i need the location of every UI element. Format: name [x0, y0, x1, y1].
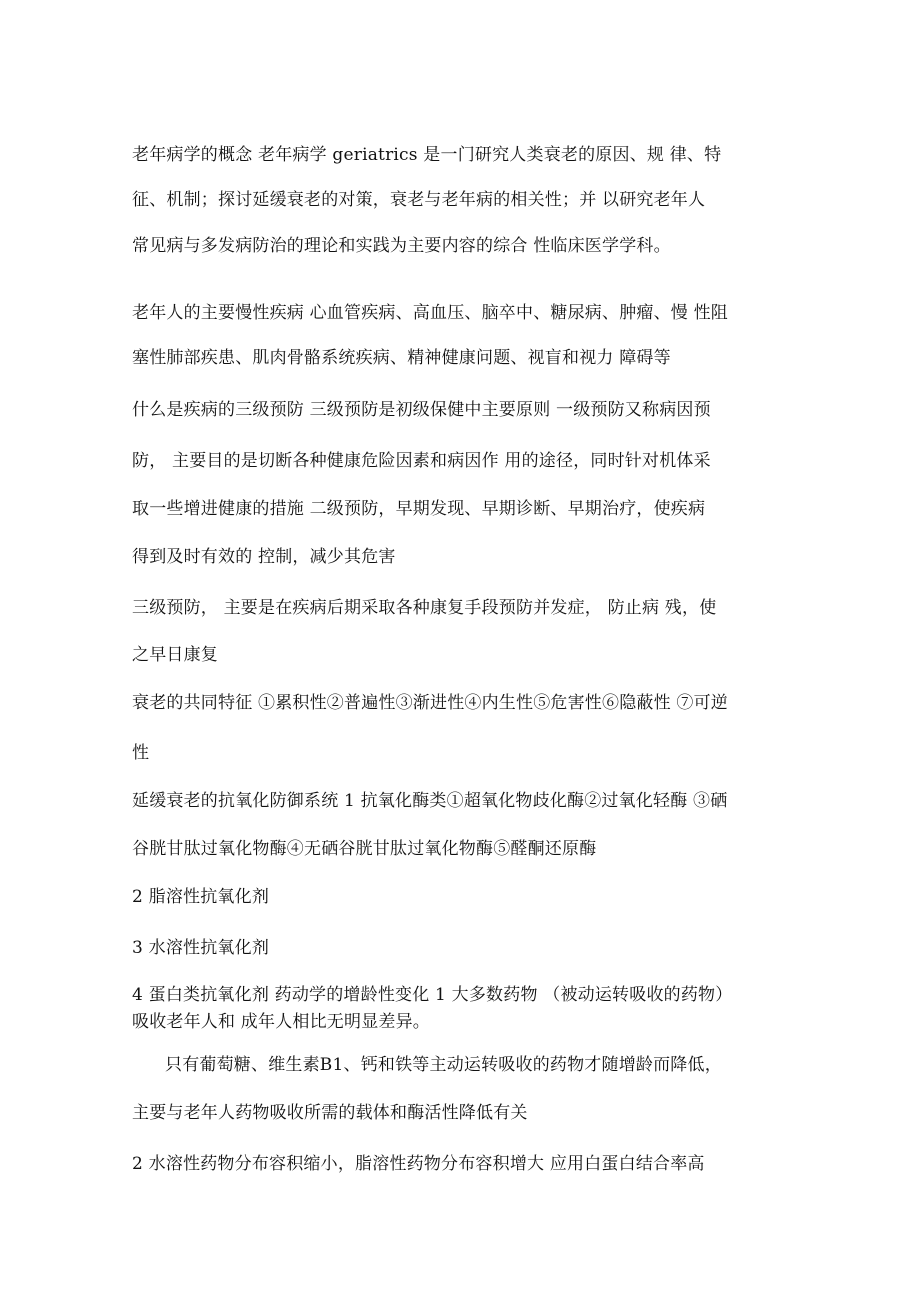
text-line: 老年病学的概念 老年病学 geriatrics 是一门研究人类衰老的原因、规 律、特: [132, 145, 722, 165]
text-line: 得到及时有效的 控制，减少其危害: [132, 547, 396, 567]
text-line: 征、机制；探讨延缓衰老的对策，衰老与老年病的相关性；并 以研究老年人: [132, 190, 706, 210]
text-line: 只有葡萄糖、维生素B1、钙和铁等主动运转吸收的药物才随增龄而降低，: [165, 1055, 722, 1075]
text-line: 2 脂溶性抗氧化剂: [132, 887, 270, 907]
text-line: 性: [132, 743, 150, 763]
text-line: 衰老的共同特征 ①累积性②普遍性③渐进性④内生性⑤危害性⑥隐蔽性 ⑦可逆: [132, 693, 729, 713]
text-line: 3 水溶性抗氧化剂: [132, 938, 270, 958]
text-line: 谷胱甘肽过氧化物酶④无硒谷胱甘肽过氧化物酶⑤醛酮还原酶: [132, 839, 597, 859]
text-line: 主要与老年人药物吸收所需的载体和酶活性降低有关: [132, 1103, 528, 1123]
text-line: 防， 主要目的是切断各种健康危险因素和病因作 用的途径，同时针对机体采: [132, 451, 711, 471]
text-line: 塞性肺部疾患、肌肉骨骼系统疾病、精神健康问题、视盲和视力 障碍等: [132, 348, 671, 368]
text-line: 4 蛋白类抗氧化剂 药动学的增龄性变化 1 大多数药物 （被动运转吸收的药物）: [132, 985, 733, 1005]
text-line: 老年人的主要慢性疾病 心血管疾病、高血压、脑卒中、糖尿病、肿瘤、慢 性阻: [132, 303, 729, 323]
text-line: 取一些增进健康的措施 二级预防，早期发现、早期诊断、早期治疗，使疾病: [132, 499, 706, 519]
text-line: 之早日康复: [132, 645, 218, 665]
text-line: 延缓衰老的抗氧化防御系统 1 抗氧化酶类①超氧化物歧化酶②过氧化轻酶 ③硒: [132, 791, 728, 811]
text-line: 常见病与多发病防治的理论和实践为主要内容的综合 性临床医学学科。: [132, 236, 671, 256]
text-line: 什么是疾病的三级预防 三级预防是初级保健中主要原则 一级预防又称病因预: [132, 400, 711, 420]
text-line: 吸收老年人和 成年人相比无明显差异。: [132, 1012, 431, 1032]
text-line: 2 水溶性药物分布容积缩小，脂溶性药物分布容积增大 应用白蛋白结合率高: [132, 1154, 705, 1174]
text-line: 三级预防， 主要是在疾病后期采取各种康复手段预防并发症， 防止病 残，使: [132, 598, 717, 618]
